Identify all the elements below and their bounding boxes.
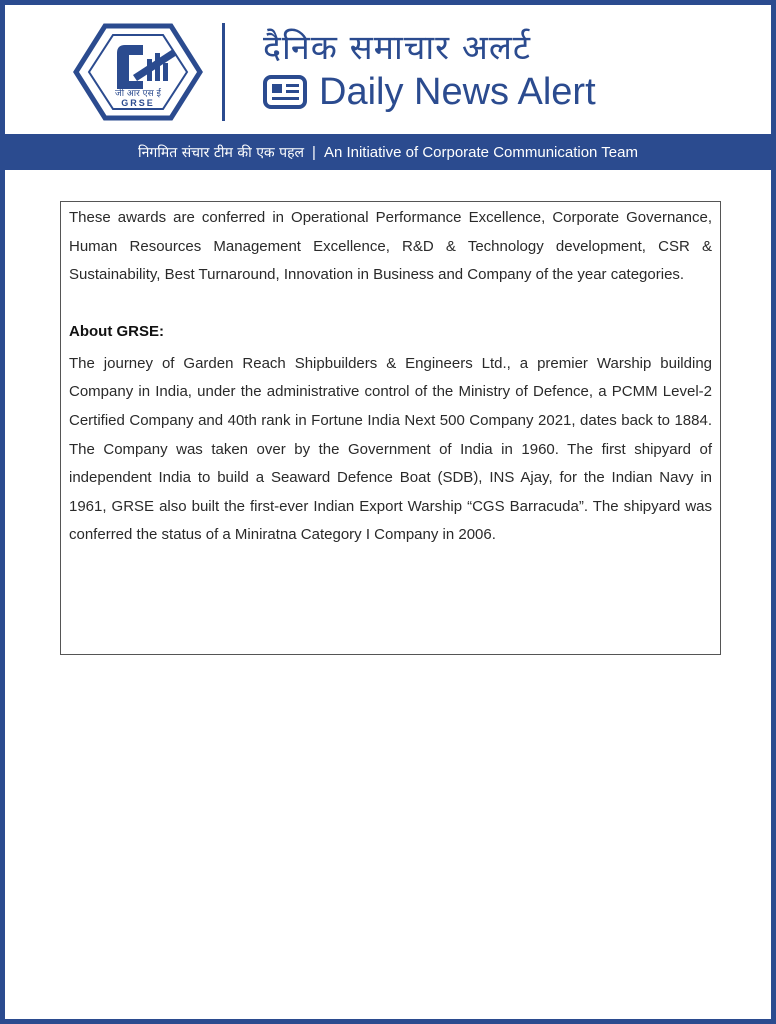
logo-caption-hindi: जी आर एस ई: [115, 89, 161, 99]
header-divider: [222, 23, 225, 121]
banner-separator: |: [312, 143, 316, 161]
intro-paragraph: These awards are conferred in Operational Performance Excellence, Corporate Governance, Human Resources Management Excellence, R&D & Technology development, CSR & Sustainability, Best Turnaround, Innovation in Business and Company of the year categories.: [69, 209, 712, 284]
grse-logo: [73, 23, 203, 121]
about-heading: About GRSE:: [69, 322, 164, 340]
header: [5, 5, 771, 133]
title-english: Daily News Alert: [319, 70, 596, 113]
logo-caption: GRSE: [121, 98, 155, 108]
about-paragraph: The journey of Garden Reach Shipbuilders & Engineers Ltd., a premier Warship building Company in India, under the administrative control of the Ministry of Defence, a PCMM Level-2 Certified Company and 40th rank in Fortune India Next 500 Company 2021, dates back to 1884. The Company was taken over by the Government of India in 1960. The first shipyard of independent India to build a Seaward Defence Boat (SDB), INS Ajay, for the Indian Navy in 1961, GRSE also built the first-ever Indian Export Warship “CGS Barracuda”. The shipyard was conferred the status of a Miniratna Category I Company in 2006.: [69, 354, 712, 544]
newspaper-icon: [263, 75, 307, 109]
initiative-banner: [5, 134, 771, 170]
title-hindi: दैनिक समाचार अलर्ट: [263, 28, 532, 68]
banner-hindi: निगमित संचार टीम की एक पहल: [138, 144, 305, 161]
title-english-row: [263, 69, 596, 115]
content-box: [60, 201, 721, 655]
banner-english: An Initiative of Corporate Communication Team: [323, 143, 638, 161]
